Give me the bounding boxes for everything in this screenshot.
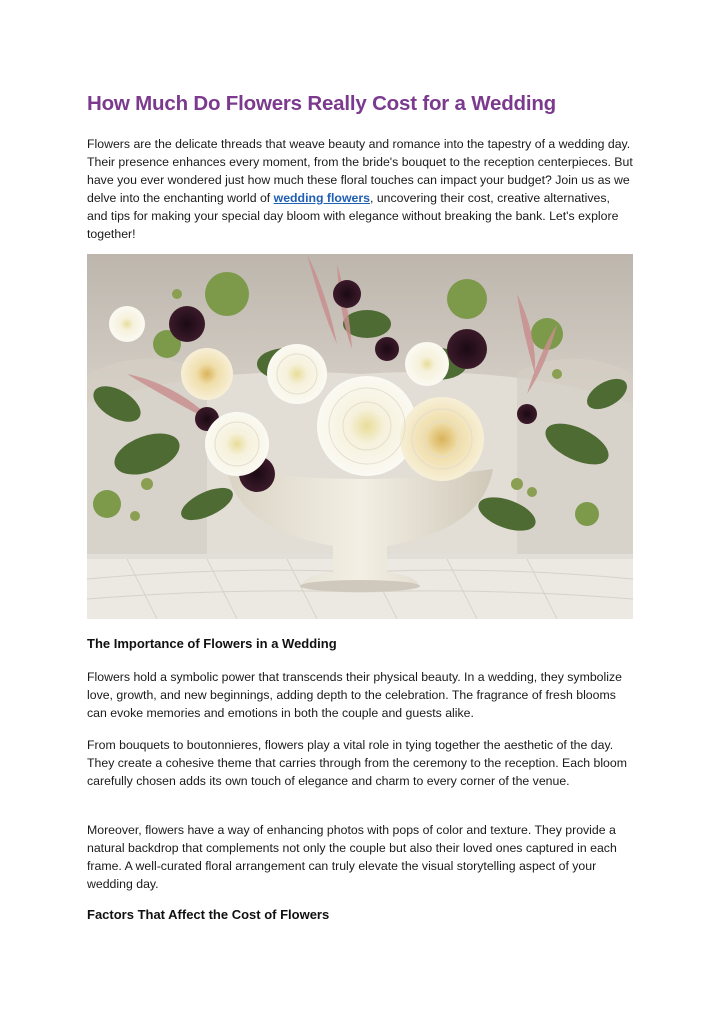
page-title: How Much Do Flowers Really Cost for a Wedding bbox=[87, 92, 556, 115]
intro-text-after-link: , uncovering their cost, creative alternatives, and tips for making your special day bloom with elegance without breaking the bank. Let's explore together! bbox=[87, 191, 619, 241]
intro-text-before-link: Flowers are the delicate threads that weave beauty and romance into the tapestry of a wedding day. Their presence enhances every moment, from the bride's bouquet to the reception centerpieces. But have you ever wondered just how much these floral touches can impact your budget? Join us as we delve into the enchanting world of bbox=[87, 137, 633, 205]
importance-paragraph-3: Moreover, flowers have a way of enhancing photos with pops of color and texture. They provide a natural backdrop that complements not only the couple but also their loved ones captured in each frame. A well-curated floral arrangement can truly elevate the visual storytelling aspect of your wedding day. bbox=[87, 823, 617, 891]
flower-arrangement-image bbox=[87, 254, 633, 619]
wedding-flowers-link[interactable]: wedding flowers bbox=[273, 191, 370, 205]
section-heading-cost-factors: Factors That Affect the Cost of Flowers bbox=[87, 907, 330, 922]
importance-paragraph-1: Flowers hold a symbolic power that transcends their physical beauty. In a wedding, they symbolize love, growth, and new beginnings, adding depth to the celebration. The fragrance of fresh blooms can evoke memories and emotions in both the couple and guests alike. bbox=[87, 670, 622, 720]
importance-paragraph-2: From bouquets to boutonnieres, flowers play a vital role in tying together the aesthetic of the day. They create a cohesive theme that carries through from the ceremony to the reception. Each bloom carefully chosen adds its own touch of elegance and charm to every corner of the venue. bbox=[87, 738, 627, 788]
intro-paragraph bbox=[87, 135, 633, 243]
section-heading-importance: The Importance of Flowers in a Wedding bbox=[87, 636, 337, 651]
